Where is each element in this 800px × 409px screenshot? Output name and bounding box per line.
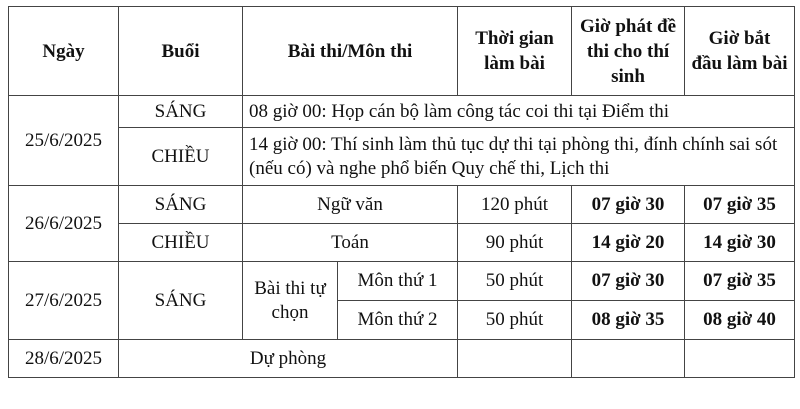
date-cell: 28/6/2025 [9, 340, 119, 378]
note-cell: Dự phòng [119, 340, 458, 378]
header-session: Buổi [119, 7, 243, 96]
duration-cell: 50 phút [458, 262, 572, 301]
duration-cell: 120 phút [458, 186, 572, 224]
table-row [9, 186, 795, 224]
date-cell: 25/6/2025 [9, 96, 119, 186]
start-time-cell: 07 giờ 35 [685, 186, 795, 224]
session-cell: SÁNG [119, 96, 243, 128]
session-cell: SÁNG [119, 262, 243, 340]
date-cell: 26/6/2025 [9, 186, 119, 262]
release-time-cell: 14 giờ 20 [572, 224, 685, 262]
table-row [9, 96, 795, 128]
subject-cell: Ngữ văn [243, 186, 458, 224]
session-cell: CHIỀU [119, 128, 243, 186]
release-time-cell: 07 giờ 30 [572, 262, 685, 301]
header-duration: Thời gian làm bài [458, 7, 572, 96]
duration-cell: 90 phút [458, 224, 572, 262]
table-row [9, 128, 795, 186]
header-date: Ngày [9, 7, 119, 96]
session-cell: SÁNG [119, 186, 243, 224]
exam-schedule-table [8, 6, 795, 378]
session-cell: CHIỀU [119, 224, 243, 262]
note-cell: 14 giờ 00: Thí sinh làm thủ tục dự thi tại phòng thi, đính chính sai sót (nếu có) và nghe phổ biến Quy chế thi, Lịch thi [243, 128, 795, 186]
empty-cell [572, 340, 685, 378]
empty-cell [685, 340, 795, 378]
note-cell: 08 giờ 00: Họp cán bộ làm công tác coi thi tại Điểm thi [243, 96, 795, 128]
table-row [9, 340, 795, 378]
table-row [9, 262, 795, 301]
table-row [9, 224, 795, 262]
start-time-cell: 14 giờ 30 [685, 224, 795, 262]
elective-group-cell: Bài thi tự chọn [243, 262, 338, 340]
subject-cell: Toán [243, 224, 458, 262]
date-cell: 27/6/2025 [9, 262, 119, 340]
release-time-cell: 08 giờ 35 [572, 301, 685, 340]
header-release-time: Giờ phát đề thi cho thí sinh [572, 7, 685, 96]
start-time-cell: 08 giờ 40 [685, 301, 795, 340]
start-time-cell: 07 giờ 35 [685, 262, 795, 301]
empty-cell [458, 340, 572, 378]
subject-cell: Môn thứ 2 [338, 301, 458, 340]
header-subject: Bài thi/Môn thi [243, 7, 458, 96]
subject-cell: Môn thứ 1 [338, 262, 458, 301]
duration-cell: 50 phút [458, 301, 572, 340]
header-start-time: Giờ bắt đầu làm bài [685, 7, 795, 96]
release-time-cell: 07 giờ 30 [572, 186, 685, 224]
header-row [9, 7, 795, 96]
